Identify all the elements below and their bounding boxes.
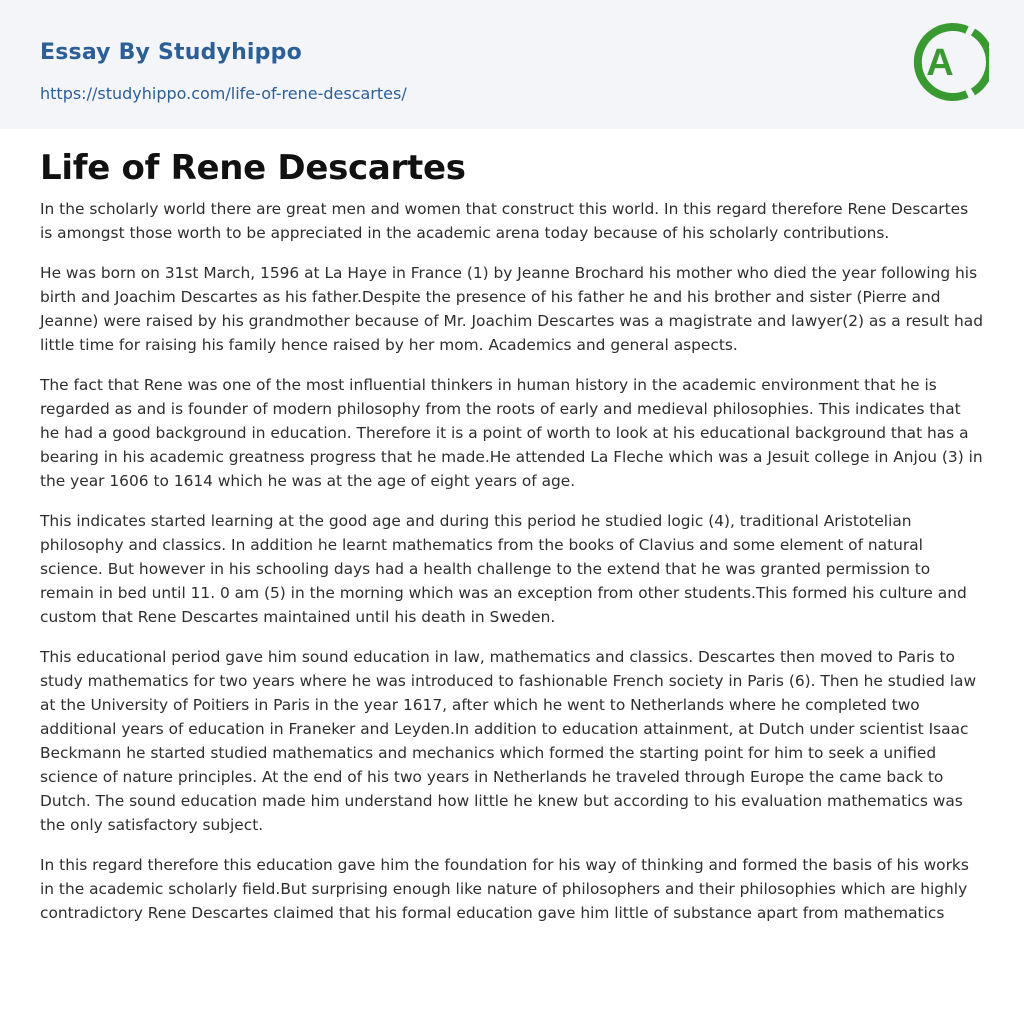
essay-content <box>0 129 1024 925</box>
essay-title: Life of Rene Descartes <box>40 148 466 188</box>
essay-paragraph: In the scholarly world there are great men and women that construct this world. In this regard therefore Rene Descartes is amongst those worth to be appreciated in the academic arena today because of his scholarly contributions. <box>40 200 969 242</box>
essay-paragraph: The fact that Rene was one of the most influential thinkers in human history in the academic environment that he is regarded as and is founder of modern philosophy from the roots of early and medieval philosophies. This indicates that he had a good background in education. Therefore it is a point of worth to look at his educational background that has a bearing in his academic greatness progress that he made.He attended La Fleche which was a Jesuit college in Anjou (3) in the year 1606 to 1614 which he was at the age of eight years of age. <box>40 376 983 490</box>
site-brand[interactable]: Essay By Studyhippo <box>40 40 302 65</box>
logo-letter: A <box>926 42 954 84</box>
site-header <box>0 0 1024 129</box>
essay-paragraph: He was born on 31st March, 1596 at La Haye in France (1) by Jeanne Brochard his mother who died the year following his birth and Joachim Descartes as his father.Despite the presence of his father he and his brother and sister (Pierre and Jeanne) were raised by his grandmother because of Mr. Joachim Descartes was a magistrate and lawyer(2) as a result had little time for raising his family hence raised by her mom. Academics and general aspects. <box>40 264 983 354</box>
essay-paragraph: This educational period gave him sound education in law, mathematics and classics. Descartes then moved to Paris to study mathematics for two years where he was introduced to fashionable French society in Paris (6). Then he studied law at the University of Poitiers in Paris in the year 1617, after which he went to Netherlands where he completed two additional years of education in Franeker and Leyden.In addition to education attainment, at Dutch under scientist Isaac Beckmann he started studied mathematics and mechanics which formed the starting point for him to seek a unified science of nature principles. At the end of his two years in Netherlands he traveled through Europe the came back to Dutch. The sound education made him understand how little he knew but according to his evaluation mathematics was the only satisfactory subject. <box>40 648 977 834</box>
studyhippo-logo-icon[interactable] <box>909 18 989 106</box>
essay-paragraph: This indicates started learning at the good age and during this period he studied logic (4), traditional Aristotelian philosophy and classics. In addition he learnt mathematics from the books of Clavius and some element of natural science. But however in his schooling days had a health challenge to the extend that he was granted permission to remain in bed until 11. 0 am (5) in the morning which was an exception from other students.This formed his culture and custom that Rene Descartes maintained until his death in Sweden. <box>40 512 967 626</box>
essay-paragraph: In this regard therefore this education gave him the foundation for his way of thinking and formed the basis of his works in the academic scholarly field.But surprising enough like nature of philosophers and their philosophies which are highly contradictory Rene Descartes claimed that his formal education gave him little of substance apart from mathematics <box>40 856 969 922</box>
page-url-link[interactable]: https://studyhippo.com/life-of-rene-descartes/ <box>40 84 407 103</box>
